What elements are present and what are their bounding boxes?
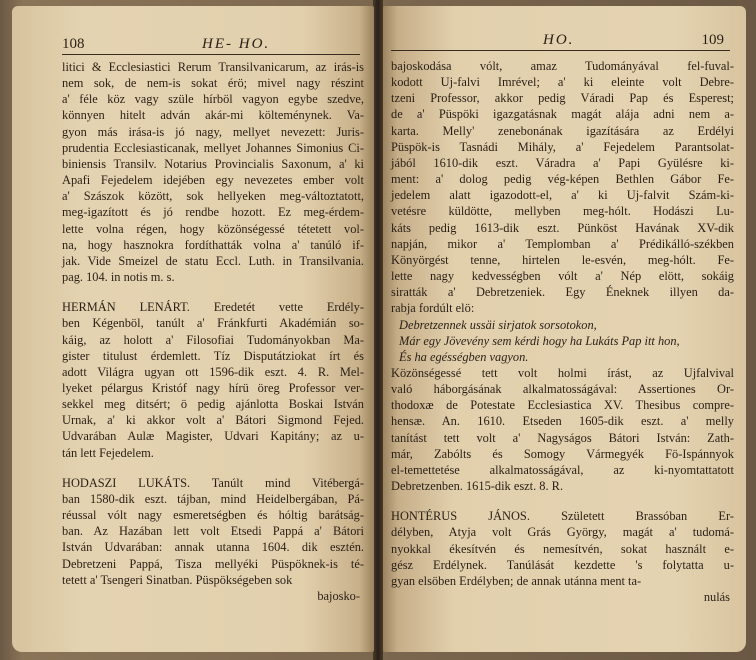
- text-line: Urnak, a' ki akkor volt a' Bátori Sigmond Fejed.: [62, 413, 364, 428]
- text-line: vetésre küldötte, mellyben meg-hólt. Hodászi Lu-: [391, 204, 734, 219]
- right-page-body: [391, 58, 734, 589]
- text-line: a' féle köz vagy szüle hírböl vagyon egybe szedve,: [62, 92, 364, 107]
- text-line: réussal vólt nagy esmeretségben és hóltig barátság-: [62, 508, 364, 523]
- left-page-number: 108: [62, 36, 85, 52]
- text-line: Közönségessé tett volt holmi írást, az Ujfalvival: [391, 365, 734, 380]
- text-line: való háborgásának alkalmatosságával: Assertiones Or-: [391, 382, 734, 397]
- paragraph-gap: [62, 461, 364, 475]
- left-page-body: [62, 59, 364, 588]
- text-line: ben Kégenböl, tanúlt a' Fránkfurti Akadémián so-: [62, 316, 364, 331]
- text-line: Udvarában Aulæ Magister, Udvari Kapitány; az u-: [62, 429, 364, 444]
- text-line: ban 1580-dik eszt. tájban, mind Heidelbergában, Pá-: [62, 491, 364, 506]
- text-line: Debretzeni Pappá, Tisza mellyéki Püspöknek-is té-: [62, 556, 364, 571]
- text-line: kodott Uj-falvi Imrével; a' ki eleinte volt Debre-: [391, 75, 734, 90]
- text-line: István Udvarában: annak utanna 1604. dik esztén.: [62, 540, 364, 555]
- text-line: rabja fordúlt elö:: [391, 301, 475, 316]
- paragraph-gap: [391, 494, 734, 508]
- text-line: jak. Vide Smeizel de statu Eccl. Luth. in Transilvania.: [62, 253, 364, 268]
- text-line: lette nagy kedvességben vólt a' Nép elött, sokáig: [391, 269, 734, 284]
- text-line: Püspök-is Tasnádi Mihály, a' Fejedelem Parantsolat-: [391, 139, 734, 154]
- text-line: litici & Ecclesiastici Rerum Transilvanicarum, az irás-is: [62, 60, 364, 74]
- right-page: [383, 6, 746, 652]
- text-line: gyon más irása-is jó nagy, mellyet nevezett: Juris-: [62, 124, 364, 139]
- text-line: jából 1610-dik eszt. Váradra a' Papi Gyülésre ki-: [391, 155, 734, 170]
- text-line: HONTÉRUS JÁNOS. Született Brassóban Er-: [391, 509, 734, 524]
- text-line: Már egy Jövevény sem kérdi hogy ha Lukáts Pap itt hon,: [399, 333, 680, 348]
- text-line: tzeni Professor, akkor pedig Váradi Pap és Esperest;: [391, 91, 734, 106]
- text-line: káig, az holott a' Filosofiai Tudományokban Ma-: [62, 332, 364, 347]
- text-line: ment: a' dolog pedig vég-képen Bethlen Gábor Fe-: [391, 172, 734, 187]
- text-line: de a' Püspöki igazgatásnak magát alája adni nem a-: [391, 107, 734, 122]
- text-line: Debretzennek ussäi sirjatok sorsotokon,: [399, 317, 597, 332]
- text-line: gister titulust érdemlett. Tíz Disputátziokat írt és: [62, 348, 364, 363]
- text-line: nyokkal ékesítvén és nemesítvén, sokat használt e-: [391, 541, 734, 556]
- paragraph-gap: [62, 285, 364, 299]
- left-catchword: bajosko-: [317, 588, 360, 603]
- text-line: Apafi Fejedelem idejében egy nevezetes ember volt: [62, 173, 364, 188]
- text-line: thodoxæ de Potestate Ecclesiastica XV. Thesibus compre-: [391, 398, 734, 413]
- text-line: Debretzenben. 1615-dik eszt. 8. R.: [391, 479, 564, 494]
- text-line: pag. 104. in notis m. s.: [62, 270, 175, 285]
- text-line: könnyen hitelt adván akár-mi költeménynek. Va-: [62, 108, 364, 123]
- text-line: És ha egésségben vagyon.: [399, 349, 529, 364]
- right-header-rule: [391, 50, 730, 51]
- text-line: siratták a' Debretzeniek. Egy Éneknek illyen da-: [391, 285, 734, 300]
- text-line: karta. Melly' zenebonának igazítására az Erdélyi: [391, 123, 734, 138]
- left-page: [12, 6, 374, 652]
- text-line: a' Szászok között, sok hellyeken meg-változtatott,: [62, 189, 364, 204]
- right-catchword: nulás: [703, 590, 730, 604]
- left-running-head: HE- HO.: [202, 36, 271, 52]
- book-gutter: [373, 0, 383, 660]
- text-line: napján, mikor a' Templomban a' Prédikálló-székben: [391, 236, 734, 251]
- text-line: bajoskodása vólt, amaz Tudományával fel-fuval-: [391, 59, 734, 73]
- text-line: tetett a' Tsengeri Sinatban. Püspökségeben sok: [62, 572, 293, 587]
- text-line: tán lett Fejedelem.: [62, 445, 154, 460]
- text-line: káts pedig 1613-dik eszt. Pünköst Havának XV-dik: [391, 220, 734, 235]
- text-line: jedelem alatt igazodott-el, a' ki Uj-falvit Szám-ki-: [391, 188, 734, 203]
- text-line: Könyörgést tenne, hirtelen le-esvén, meg-hólt. Fe-: [391, 252, 734, 267]
- text-line: HERMÁN LENÁRT. Eredetét vette Erdély-: [62, 300, 364, 315]
- text-line: el-temettetése alkalmatosságával, az ki-nyomtattatott: [391, 462, 734, 477]
- text-line: meg-igazított és jó rendbe hozott. Ez meg-érdem-: [62, 205, 364, 220]
- text-line: hensæ. An. 1610. Etseden 1605-dik eszt. a' melly: [391, 414, 734, 429]
- text-line: adott Világra ugyan ott 1596-dik eszt. 4. R. Mel-: [62, 364, 364, 379]
- text-line: sekkel meg ditsért; ö pedig ajánlotta Boskai István: [62, 397, 364, 412]
- text-line: nem sok, de nem-is sokat érö; mivel nagy részint: [62, 76, 364, 91]
- left-header-rule: [62, 54, 360, 55]
- text-line: délyben, Atyja volt Grás György, magát a' tudomá-: [391, 525, 734, 540]
- right-page-number: 109: [701, 32, 724, 48]
- text-line: gész Erdélynek. Tanúlását kezdette 's folytatta u-: [391, 557, 734, 572]
- text-line: már, Zabólts és Somogy Vármegyék Fö-Ispánnyok: [391, 446, 734, 461]
- text-line: prudentia Ecclesiasticanak, mellyet Johannes Simonius Ci-: [62, 140, 364, 155]
- text-line: lette volna régen, hogy közönségessé tétetett vol-: [62, 221, 364, 236]
- text-line: tanítást tett volt a' Nagyságos Bátori István: Zath-: [391, 430, 734, 445]
- text-line: biniensis Transilv. Notarius Provincialis Saxonum, a' ki: [62, 156, 364, 171]
- text-line: na, hogy hasznokra fordíthatták volna a' tanúló if-: [62, 237, 364, 252]
- text-line: HODASZI LUKÁTS. Tanúlt mind Vitébergá-: [62, 475, 364, 490]
- right-running-head: HO.: [543, 32, 575, 48]
- text-line: gyan elsöben Erdélyben; de annak utánna ment ta-: [391, 573, 642, 588]
- text-line: ban. Az Hazában lett volt Etsedi Pappá a' Bátori: [62, 524, 364, 539]
- text-line: lyeket pélargus Kristóf nagy hírü öreg Professor ver-: [62, 380, 364, 395]
